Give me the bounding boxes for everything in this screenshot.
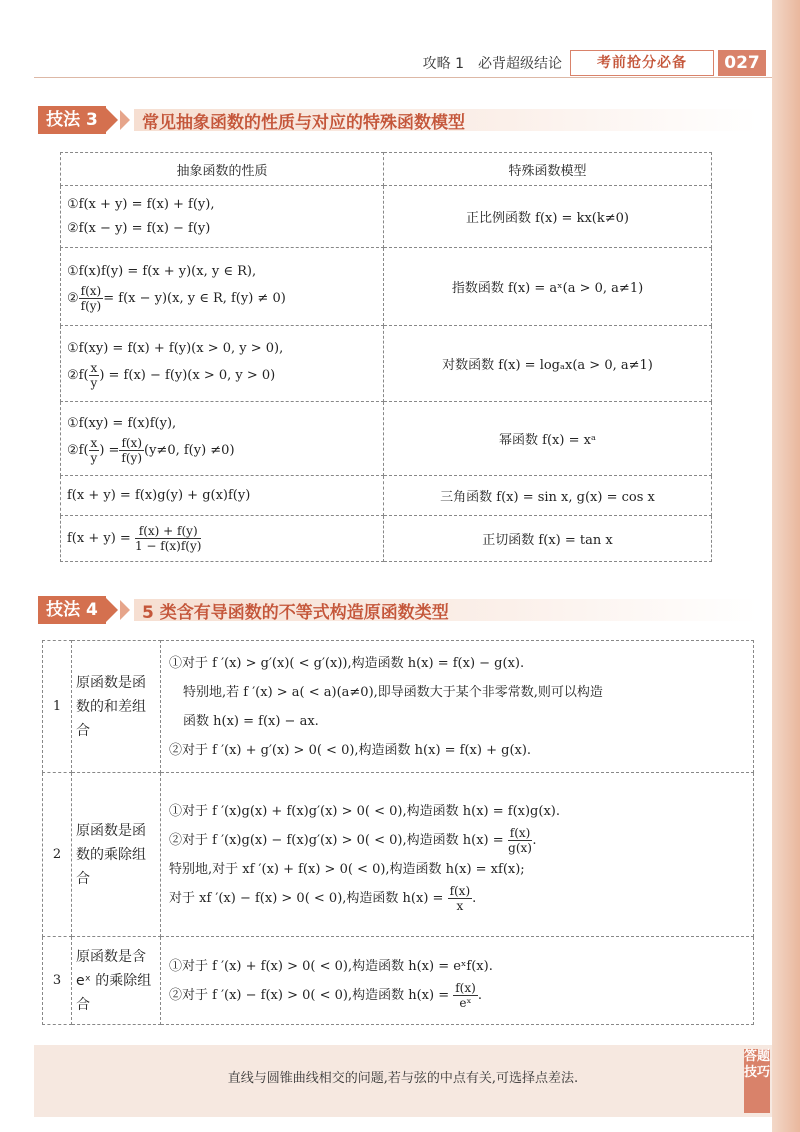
model-cell: 正切函数 f(x) = tan x <box>384 516 712 562</box>
model-cell: 幂函数 f(x) = xᵃ <box>384 402 712 476</box>
description-cell: ①对于 f ′(x) + f(x) > 0( < 0),构造函数 h(x) = eˣf(x). ②对于 f ′(x) − f(x) > 0( < 0),构造函数 h(x) = $\frac{f(x)}{\text{eˣ}}$ . <box>161 937 754 1025</box>
model-cell: 正比例函数 f(x) = kx(k≠0) <box>384 186 712 248</box>
header-badge: 考前抢分必备 <box>570 50 714 76</box>
header-divider <box>34 77 772 78</box>
property-line: ②f(x − y) = f(x) − f(y) <box>67 220 211 236</box>
row-number: 3 <box>43 937 72 1025</box>
arrow-icon <box>104 596 118 624</box>
table-row <box>61 248 712 326</box>
derivative-construction-table <box>42 640 754 1025</box>
row-number: 1 <box>43 641 72 773</box>
property-line: ①f(x)f(y) = f(x + y)(x, y ∈ R), <box>67 264 257 279</box>
footer-tip: 直线与圆锥曲线相交的问题,若与弦的中点有关,可选择点差法. <box>227 1071 579 1086</box>
table-row <box>43 641 754 773</box>
section-tag: 技法 4 <box>38 596 106 624</box>
edge-strip <box>772 0 800 1132</box>
category-cell: 原函数是函数的乘除组合 <box>72 773 161 937</box>
description-cell: ①对于 f ′(x)g(x) + f(x)g′(x) > 0( < 0),构造函数 h(x) = f(x)g(x). ②对于 f ′(x)g(x) − f(x)g′(x) > 0( < 0),构造函数 h(x) = $\frac{f(x)}{g(x)}$ . 特别地,对于 xf ′(x) + f(x) > 0( < 0),构造函数 h(x) = xf(x); 对于 xf ′(x) − f(x) > 0( < 0),构造函数 h(x) = $\frac{f(x)}{x}$ . <box>161 773 754 937</box>
property-line: ①f(x + y) = f(x) + f(y), <box>67 196 215 212</box>
section-tag: 技法 3 <box>38 106 106 134</box>
description-cell: ①对于 f ′(x) > g′(x)( < g′(x)),构造函数 h(x) = f(x) − g(x). 特别地,若 f ′(x) > a( < a)(a≠0),即导函数大于某个非零常数,则可以构造 函数 h(x) = f(x) − ax. ②对于 f ′(x) + g′(x) > 0( < 0),构造函数 h(x) = f(x) + g(x). <box>161 641 754 773</box>
model-cell: 指数函数 f(x) = aˣ(a > 0, a≠1) <box>384 248 712 326</box>
section4-heading <box>38 596 758 624</box>
page-number: 027 <box>718 50 766 76</box>
arrow-icon <box>120 600 130 620</box>
abstract-function-table <box>60 152 712 562</box>
footer-tag: 答题技巧 <box>744 1049 770 1113</box>
column-header: 抽象函数的性质 <box>61 153 384 186</box>
table-row <box>61 402 712 476</box>
property-line: ①f(xy) = f(x)f(y), <box>67 416 177 431</box>
property-line: ①f(xy) = f(x) + f(y)(x > 0, y > 0), <box>67 341 284 356</box>
section-title: 常见抽象函数的性质与对应的特殊函数模型 <box>142 113 465 133</box>
property-line: f(x + y) = f(x)g(y) + g(x)f(y) <box>61 476 384 516</box>
table-row <box>61 326 712 402</box>
section-title: 5 类含有导函数的不等式构造原函数类型 <box>142 603 449 623</box>
property-line: ②f( $\frac{x}{y}$ ) = f(x) − f(y)(x > 0, y > 0) <box>67 361 276 390</box>
table-row <box>61 516 712 562</box>
page-header <box>0 50 772 76</box>
property-line: ②f( $\frac{x}{y}$ ) = $\frac{f(x)}{f(y)}$ (y≠0, f(y) ≠0) <box>67 436 235 465</box>
table-row <box>61 476 712 516</box>
row-number: 2 <box>43 773 72 937</box>
category-cell: 原函数是含 eˣ 的乘除组合 <box>72 937 161 1025</box>
table-row <box>43 773 754 937</box>
arrow-icon <box>120 110 130 130</box>
category-cell: 原函数是函数的和差组合 <box>72 641 161 773</box>
property-line: f(x + y) = $\frac{f(x) + f(y)}{1 - f(x)f(y)}$ <box>61 516 384 562</box>
column-header: 特殊函数模型 <box>384 153 712 186</box>
arrow-icon <box>104 106 118 134</box>
model-cell: 三角函数 f(x) = sin x, g(x) = cos x <box>384 476 712 516</box>
property-line: ② $\frac{f(x)}{f(y)}$ = f(x − y)(x, y ∈ R, f(y) ≠ 0) <box>67 284 286 313</box>
model-cell: 对数函数 f(x) = logₐx(a > 0, a≠1) <box>384 326 712 402</box>
table-row <box>43 937 754 1025</box>
section3-heading <box>38 106 758 134</box>
chapter-title: 攻略 1 必背超级结论 <box>422 56 562 72</box>
footer-tip-box <box>34 1045 772 1117</box>
table-row <box>61 186 712 248</box>
